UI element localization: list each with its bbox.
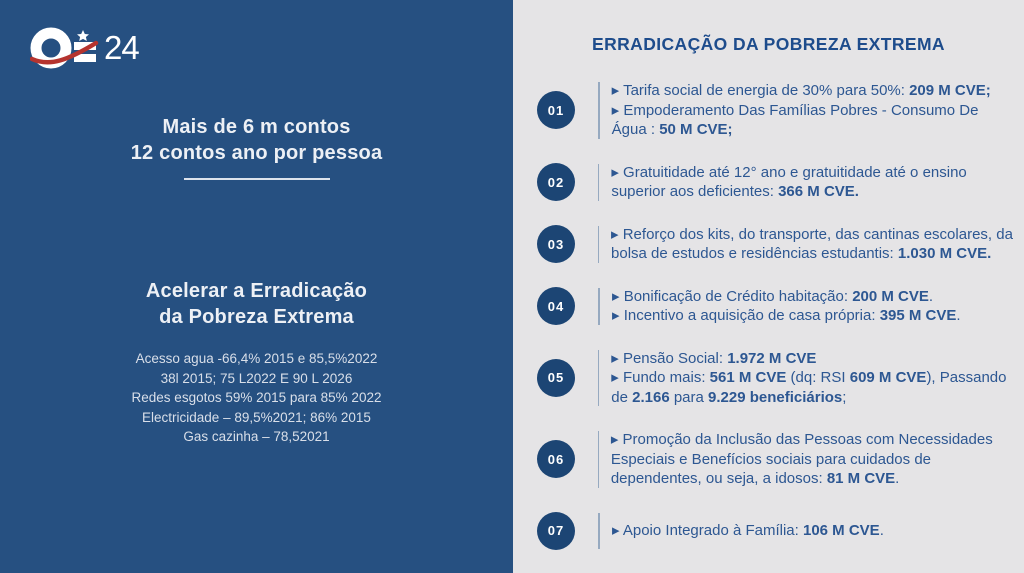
item-text [611, 163, 1014, 202]
headline-line2: 12 contos ano por pessoa [130, 142, 383, 164]
left-headline [0, 114, 513, 166]
headline-underline [184, 178, 330, 180]
item-number-badge: 01 [537, 91, 575, 129]
item-divider [598, 350, 599, 407]
list-item [537, 512, 1014, 550]
bullet-line: ▸ Gratuitidade até 12° ano e gratuitidade até o ensino superior aos deficientes: 366 M CVE. [611, 163, 967, 200]
item-text [612, 287, 961, 326]
list-item [537, 430, 1014, 489]
list-item [537, 349, 1014, 408]
bullet-line: ▸ Apoio Integrado à Família: 106 M CVE. [612, 521, 884, 539]
item-number-badge: 03 [537, 225, 575, 263]
item-text [611, 430, 1014, 489]
bullet-line: ▸ Reforço dos kits, do transporte, das cantinas escolares, da bolsa de estudos e residências estudantis: 1.030 M CVE. [611, 225, 1013, 262]
bullet-line: ▸ Tarifa social de energia de 30% para 50%: 209 M CVE; [611, 82, 991, 99]
stat-line: 38l 2015; 75 L2022 E 90 L 2026 [160, 370, 353, 386]
stats-block [0, 349, 513, 447]
item-divider [598, 226, 599, 263]
list-item [537, 163, 1014, 202]
left-subheading [0, 278, 513, 330]
bullet-line: ▸ Fundo mais: 561 M CVE (dq: RSI 609 M CVE), Passando de 2.166 para 9.229 beneficiários; [611, 369, 1007, 406]
bullet-line: ▸ Promoção da Inclusão das Pessoas com Necessidades Especiais e Benefícios sociais para cuidados de dependentes, ou seja, a idosos: 81 M CVE. [610, 431, 993, 487]
item-number-badge: 07 [537, 512, 575, 550]
stat-line: Acesso agua -66,4% 2015 e 85,5%2022 [135, 351, 378, 366]
right-panel [513, 0, 1024, 573]
items-list [537, 81, 1014, 550]
bullet-line: ▸ Bonificação de Crédito habitação: 200 M CVE. [612, 287, 934, 305]
item-text [612, 81, 1014, 140]
logo-year-text: 24 [104, 29, 139, 66]
item-divider [598, 288, 600, 325]
oe-logo-icon [30, 26, 102, 70]
stat-line: Electricidade – 89,5%2021; 86% 2015 [142, 409, 371, 425]
stat-line: Gas cazinha – 78,52021 [183, 429, 330, 444]
subhead-line2: da Pobreza Extrema [159, 306, 354, 328]
item-text [611, 349, 1014, 408]
subhead-line1: Acelerar a Erradicação [145, 280, 368, 302]
list-item [537, 81, 1014, 140]
list-item [537, 225, 1014, 264]
oe24-logo [30, 26, 139, 70]
item-text [611, 225, 1014, 264]
item-divider [598, 513, 600, 549]
bullet-line: ▸ Empoderamento Das Famílias Pobres - Consumo De Água : 50 M CVE; [611, 101, 979, 138]
item-number-badge: 02 [537, 163, 575, 201]
item-number-badge: 06 [537, 440, 575, 478]
bullet-line: ▸ Pensão Social: 1.972 M CVE [611, 349, 817, 367]
item-text [612, 521, 884, 541]
item-divider [598, 431, 599, 488]
item-divider [598, 164, 599, 201]
headline-line1: Mais de 6 m contos [162, 116, 351, 138]
item-number-badge: 05 [537, 359, 575, 397]
stat-line: Redes esgotos 59% 2015 para 85% 2022 [131, 390, 382, 405]
item-number-badge: 04 [537, 287, 575, 325]
item-divider [598, 82, 600, 139]
bullet-line: ▸ Incentivo a aquisição de casa própria: 395 M CVE. [612, 307, 961, 324]
page-title: ERRADICAÇÃO DA POBREZA EXTREMA [592, 34, 945, 54]
list-item [537, 287, 1014, 326]
